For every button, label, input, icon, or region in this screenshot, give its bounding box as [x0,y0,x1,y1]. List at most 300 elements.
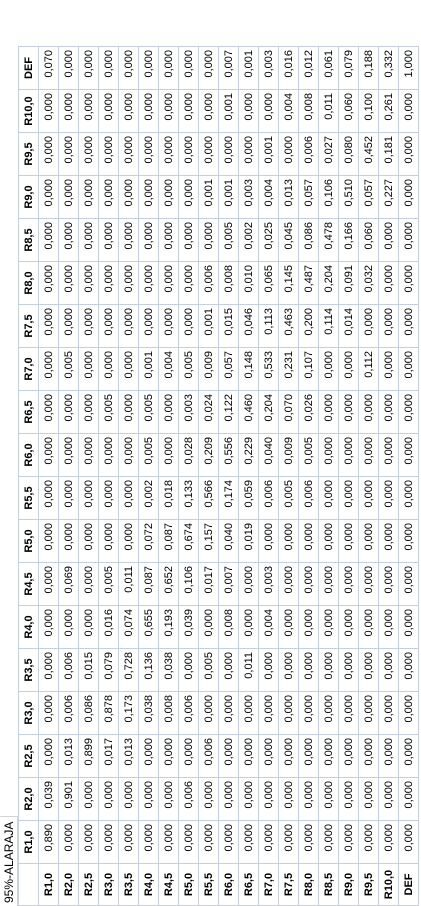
matrix-cell[interactable]: 0,000 [259,692,279,735]
matrix-cell[interactable]: 0,000 [299,692,319,735]
matrix-cell[interactable]: 0,003 [259,563,279,606]
matrix-cell[interactable]: 0,000 [359,305,379,348]
matrix-cell[interactable]: 0,013 [279,176,299,219]
row-header[interactable]: R3,0 [99,864,119,906]
matrix-cell[interactable]: 0,000 [399,348,419,391]
matrix-cell[interactable]: 0,000 [159,434,179,477]
matrix-cell[interactable]: 0,000 [39,391,59,434]
matrix-cell[interactable]: 0,000 [159,90,179,133]
matrix-cell[interactable]: 0,000 [339,520,359,563]
matrix-cell[interactable]: 0,000 [39,90,59,133]
matrix-cell[interactable]: 0,038 [139,692,159,735]
matrix-cell[interactable]: 0,112 [359,348,379,391]
column-header[interactable]: R1,0 [19,821,39,864]
matrix-cell[interactable]: 0,000 [219,735,239,778]
row-header[interactable]: R5,5 [199,864,219,906]
matrix-cell[interactable]: 0,000 [239,692,259,735]
matrix-cell[interactable]: 0,000 [79,821,99,864]
matrix-cell[interactable]: 0,000 [79,477,99,520]
matrix-cell[interactable]: 0,008 [219,606,239,649]
matrix-cell[interactable]: 0,000 [399,563,419,606]
matrix-cell[interactable]: 0,000 [59,305,79,348]
matrix-cell[interactable]: 0,000 [279,606,299,649]
matrix-cell[interactable]: 0,079 [339,47,359,90]
matrix-cell[interactable]: 0,000 [359,606,379,649]
matrix-cell[interactable]: 0,001 [139,348,159,391]
matrix-cell[interactable]: 0,046 [239,305,259,348]
matrix-cell[interactable]: 0,006 [199,735,219,778]
matrix-cell[interactable]: 0,000 [399,477,419,520]
matrix-cell[interactable]: 0,231 [279,348,299,391]
matrix-cell[interactable]: 0,045 [279,219,299,262]
row-header[interactable]: R2,0 [59,864,79,906]
matrix-cell[interactable]: 0,000 [259,649,279,692]
matrix-cell[interactable]: 0,000 [119,434,139,477]
matrix-cell[interactable]: 0,200 [299,305,319,348]
matrix-cell[interactable]: 0,566 [199,477,219,520]
matrix-cell[interactable]: 0,000 [379,477,399,520]
matrix-cell[interactable]: 0,014 [339,305,359,348]
matrix-cell[interactable]: 0,005 [59,348,79,391]
matrix-cell[interactable]: 0,080 [339,133,359,176]
matrix-cell[interactable]: 0,015 [79,649,99,692]
matrix-cell[interactable]: 0,005 [99,563,119,606]
matrix-cell[interactable]: 0,000 [359,520,379,563]
matrix-cell[interactable]: 0,000 [279,692,299,735]
matrix-cell[interactable]: 0,899 [79,735,99,778]
matrix-cell[interactable]: 0,000 [79,348,99,391]
column-header[interactable]: R10,0 [19,90,39,133]
matrix-cell[interactable]: 0,000 [159,821,179,864]
matrix-cell[interactable]: 0,145 [279,262,299,305]
column-header[interactable]: R5,0 [19,520,39,563]
matrix-cell[interactable]: 0,024 [199,391,219,434]
matrix-cell[interactable]: 0,000 [359,692,379,735]
matrix-cell[interactable]: 0,000 [279,133,299,176]
matrix-cell[interactable]: 0,209 [199,434,219,477]
matrix-cell[interactable]: 0,478 [319,219,339,262]
matrix-cell[interactable]: 0,000 [59,47,79,90]
matrix-cell[interactable]: 0,000 [39,348,59,391]
matrix-cell[interactable]: 0,227 [379,176,399,219]
matrix-cell[interactable]: 0,000 [299,520,319,563]
matrix-cell[interactable]: 0,000 [159,735,179,778]
matrix-cell[interactable]: 0,157 [199,520,219,563]
matrix-cell[interactable]: 0,074 [119,606,139,649]
column-header[interactable]: R6,5 [19,391,39,434]
matrix-cell[interactable]: 0,000 [39,434,59,477]
matrix-cell[interactable]: 0,005 [279,477,299,520]
matrix-cell[interactable]: 0,000 [379,262,399,305]
matrix-cell[interactable]: 0,005 [99,391,119,434]
matrix-cell[interactable]: 0,000 [379,778,399,821]
matrix-cell[interactable]: 0,000 [219,649,239,692]
column-header[interactable]: R2,0 [19,778,39,821]
matrix-cell[interactable]: 0,032 [359,262,379,305]
matrix-cell[interactable]: 0,000 [139,735,159,778]
matrix-cell[interactable]: 0,000 [319,477,339,520]
matrix-cell[interactable]: 0,107 [299,348,319,391]
matrix-cell[interactable]: 0,000 [359,563,379,606]
matrix-cell[interactable]: 0,000 [139,47,159,90]
matrix-cell[interactable]: 0,000 [279,778,299,821]
matrix-cell[interactable]: 0,133 [179,477,199,520]
matrix-cell[interactable]: 0,000 [399,735,419,778]
column-header[interactable]: R7,0 [19,348,39,391]
matrix-cell[interactable]: 0,000 [119,391,139,434]
matrix-cell[interactable]: 0,000 [279,649,299,692]
matrix-cell[interactable]: 0,000 [399,305,419,348]
matrix-cell[interactable]: 0,204 [319,262,339,305]
matrix-cell[interactable]: 0,006 [59,649,79,692]
matrix-cell[interactable]: 0,003 [179,391,199,434]
matrix-cell[interactable]: 0,000 [399,649,419,692]
matrix-cell[interactable]: 0,000 [359,391,379,434]
matrix-cell[interactable]: 0,000 [239,90,259,133]
matrix-cell[interactable]: 0,000 [179,47,199,90]
matrix-cell[interactable]: 0,057 [299,176,319,219]
matrix-cell[interactable]: 0,000 [119,821,139,864]
matrix-cell[interactable]: 0,452 [359,133,379,176]
matrix-cell[interactable]: 0,000 [159,176,179,219]
matrix-cell[interactable]: 0,000 [319,735,339,778]
matrix-cell[interactable]: 0,001 [219,176,239,219]
matrix-cell[interactable]: 0,000 [399,778,419,821]
column-header[interactable]: R3,5 [19,649,39,692]
matrix-cell[interactable]: 0,000 [279,821,299,864]
matrix-cell[interactable]: 0,000 [139,821,159,864]
matrix-cell[interactable]: 0,000 [199,606,219,649]
matrix-cell[interactable]: 0,000 [99,219,119,262]
matrix-cell[interactable]: 0,000 [399,391,419,434]
matrix-cell[interactable]: 0,000 [39,262,59,305]
matrix-cell[interactable]: 0,000 [379,692,399,735]
matrix-cell[interactable]: 0,000 [359,735,379,778]
matrix-cell[interactable]: 0,000 [79,391,99,434]
matrix-cell[interactable]: 0,000 [319,649,339,692]
matrix-cell[interactable]: 0,000 [319,778,339,821]
row-header[interactable]: R5,0 [179,864,199,906]
matrix-cell[interactable]: 0,070 [39,47,59,90]
matrix-cell[interactable]: 0,000 [239,735,259,778]
matrix-cell[interactable]: 0,000 [79,176,99,219]
matrix-cell[interactable]: 0,000 [219,821,239,864]
matrix-cell[interactable]: 0,001 [199,176,219,219]
matrix-cell[interactable]: 0,000 [59,391,79,434]
matrix-cell[interactable]: 0,674 [179,520,199,563]
matrix-cell[interactable]: 0,039 [179,606,199,649]
row-header[interactable]: R10,0 [379,864,399,906]
matrix-cell[interactable]: 0,061 [319,47,339,90]
matrix-cell[interactable]: 0,069 [59,563,79,606]
matrix-cell[interactable]: 0,000 [179,305,199,348]
matrix-cell[interactable]: 0,000 [259,778,279,821]
matrix-cell[interactable]: 0,000 [139,778,159,821]
matrix-cell[interactable]: 0,000 [59,262,79,305]
matrix-cell[interactable]: 0,000 [59,477,79,520]
matrix-cell[interactable]: 0,009 [199,348,219,391]
matrix-cell[interactable]: 0,000 [359,821,379,864]
row-header[interactable]: R7,0 [259,864,279,906]
matrix-cell[interactable]: 0,000 [339,606,359,649]
matrix-cell[interactable]: 0,000 [119,47,139,90]
matrix-cell[interactable]: 0,000 [139,219,159,262]
matrix-cell[interactable]: 0,000 [319,606,339,649]
matrix-cell[interactable]: 0,000 [59,821,79,864]
matrix-cell[interactable]: 0,087 [159,520,179,563]
column-header[interactable]: R8,5 [19,219,39,262]
matrix-cell[interactable]: 0,086 [79,692,99,735]
matrix-cell[interactable]: 0,000 [119,219,139,262]
matrix-cell[interactable]: 0,000 [179,90,199,133]
matrix-cell[interactable]: 0,008 [159,692,179,735]
matrix-cell[interactable]: 0,000 [159,219,179,262]
column-header[interactable]: R9,0 [19,176,39,219]
matrix-cell[interactable]: 0,000 [59,520,79,563]
matrix-cell[interactable]: 0,000 [339,434,359,477]
matrix-cell[interactable]: 0,039 [39,778,59,821]
matrix-cell[interactable]: 0,106 [319,176,339,219]
row-header[interactable]: R8,0 [299,864,319,906]
matrix-cell[interactable]: 0,878 [99,692,119,735]
matrix-cell[interactable]: 0,533 [259,348,279,391]
matrix-cell[interactable]: 0,000 [399,692,419,735]
matrix-cell[interactable]: 0,114 [319,305,339,348]
matrix-cell[interactable]: 0,000 [339,735,359,778]
matrix-cell[interactable]: 0,000 [79,133,99,176]
matrix-cell[interactable]: 0,000 [219,778,239,821]
matrix-cell[interactable]: 1,000 [399,47,419,90]
matrix-cell[interactable]: 0,086 [299,219,319,262]
matrix-cell[interactable]: 0,460 [239,391,259,434]
matrix-cell[interactable]: 0,173 [119,692,139,735]
matrix-cell[interactable]: 0,000 [139,305,159,348]
matrix-cell[interactable]: 0,000 [39,563,59,606]
matrix-cell[interactable]: 0,017 [99,735,119,778]
matrix-cell[interactable]: 0,556 [219,434,239,477]
row-header[interactable]: R6,0 [219,864,239,906]
matrix-cell[interactable]: 0,004 [159,348,179,391]
matrix-cell[interactable]: 0,000 [99,133,119,176]
matrix-cell[interactable]: 0,000 [319,348,339,391]
matrix-cell[interactable]: 0,000 [119,305,139,348]
matrix-cell[interactable]: 0,510 [339,176,359,219]
matrix-cell[interactable]: 0,000 [359,434,379,477]
matrix-cell[interactable]: 0,000 [299,563,319,606]
matrix-cell[interactable]: 0,000 [339,391,359,434]
matrix-cell[interactable]: 0,001 [219,90,239,133]
matrix-cell[interactable]: 0,000 [219,133,239,176]
matrix-cell[interactable]: 0,001 [199,305,219,348]
matrix-cell[interactable]: 0,011 [319,90,339,133]
matrix-cell[interactable]: 0,013 [119,735,139,778]
matrix-cell[interactable]: 0,000 [59,90,79,133]
matrix-cell[interactable]: 0,000 [99,520,119,563]
matrix-cell[interactable]: 0,000 [239,563,259,606]
matrix-cell[interactable]: 0,000 [319,563,339,606]
matrix-cell[interactable]: 0,008 [299,90,319,133]
matrix-cell[interactable]: 0,000 [179,262,199,305]
matrix-cell[interactable]: 0,065 [259,262,279,305]
row-header[interactable]: R3,5 [119,864,139,906]
row-header[interactable]: DEF [399,864,419,906]
matrix-cell[interactable]: 0,013 [59,735,79,778]
matrix-cell[interactable]: 0,901 [59,778,79,821]
matrix-cell[interactable]: 0,000 [79,778,99,821]
matrix-cell[interactable]: 0,000 [379,434,399,477]
matrix-cell[interactable]: 0,027 [319,133,339,176]
matrix-cell[interactable]: 0,006 [199,262,219,305]
matrix-cell[interactable]: 0,025 [259,219,279,262]
matrix-cell[interactable]: 0,001 [239,47,259,90]
matrix-cell[interactable]: 0,000 [379,219,399,262]
matrix-cell[interactable]: 0,000 [399,90,419,133]
matrix-cell[interactable]: 0,012 [299,47,319,90]
matrix-cell[interactable]: 0,000 [119,176,139,219]
matrix-cell[interactable]: 0,000 [139,262,159,305]
matrix-cell[interactable]: 0,136 [139,649,159,692]
matrix-cell[interactable]: 0,000 [159,262,179,305]
matrix-cell[interactable]: 0,000 [99,348,119,391]
matrix-cell[interactable]: 0,001 [259,133,279,176]
matrix-cell[interactable]: 0,000 [379,649,399,692]
matrix-cell[interactable]: 0,006 [299,133,319,176]
matrix-cell[interactable]: 0,000 [399,606,419,649]
matrix-cell[interactable]: 0,000 [119,778,139,821]
matrix-cell[interactable]: 0,011 [119,563,139,606]
matrix-cell[interactable]: 0,000 [299,778,319,821]
matrix-cell[interactable]: 0,007 [219,47,239,90]
matrix-cell[interactable]: 0,000 [99,90,119,133]
matrix-cell[interactable]: 0,006 [179,778,199,821]
matrix-cell[interactable]: 0,000 [359,477,379,520]
matrix-cell[interactable]: 0,890 [39,821,59,864]
matrix-cell[interactable]: 0,019 [239,520,259,563]
row-header[interactable]: R4,5 [159,864,179,906]
matrix-cell[interactable]: 0,000 [299,735,319,778]
matrix-cell[interactable]: 0,000 [199,778,219,821]
matrix-cell[interactable]: 0,000 [99,305,119,348]
matrix-cell[interactable]: 0,000 [259,735,279,778]
matrix-cell[interactable]: 0,148 [239,348,259,391]
matrix-cell[interactable]: 0,000 [199,219,219,262]
matrix-cell[interactable]: 0,000 [79,90,99,133]
matrix-cell[interactable]: 0,000 [39,692,59,735]
matrix-cell[interactable]: 0,000 [239,606,259,649]
matrix-cell[interactable]: 0,000 [339,692,359,735]
matrix-cell[interactable]: 0,000 [59,219,79,262]
matrix-cell[interactable]: 0,002 [239,219,259,262]
matrix-cell[interactable]: 0,000 [79,563,99,606]
matrix-cell[interactable]: 0,000 [239,133,259,176]
matrix-cell[interactable]: 0,166 [339,219,359,262]
matrix-cell[interactable]: 0,016 [279,47,299,90]
matrix-cell[interactable]: 0,000 [279,735,299,778]
matrix-cell[interactable]: 0,007 [219,563,239,606]
matrix-cell[interactable]: 0,181 [379,133,399,176]
column-header[interactable]: R4,5 [19,563,39,606]
matrix-cell[interactable]: 0,015 [219,305,239,348]
matrix-cell[interactable]: 0,000 [399,434,419,477]
row-header[interactable]: R1,0 [39,864,59,906]
matrix-cell[interactable]: 0,070 [279,391,299,434]
matrix-cell[interactable]: 0,000 [379,305,399,348]
matrix-cell[interactable]: 0,000 [339,477,359,520]
matrix-cell[interactable]: 0,000 [39,477,59,520]
matrix-cell[interactable]: 0,000 [299,649,319,692]
matrix-cell[interactable]: 0,000 [159,391,179,434]
matrix-cell[interactable]: 0,000 [339,821,359,864]
matrix-cell[interactable]: 0,463 [279,305,299,348]
matrix-cell[interactable]: 0,000 [339,348,359,391]
matrix-cell[interactable]: 0,000 [99,778,119,821]
column-header[interactable]: R6,0 [19,434,39,477]
row-header[interactable]: R9,0 [339,864,359,906]
matrix-cell[interactable]: 0,728 [119,649,139,692]
matrix-cell[interactable]: 0,106 [179,563,199,606]
matrix-cell[interactable]: 0,057 [219,348,239,391]
matrix-cell[interactable]: 0,000 [179,735,199,778]
matrix-cell[interactable]: 0,000 [119,133,139,176]
matrix-cell[interactable]: 0,000 [319,821,339,864]
matrix-cell[interactable]: 0,000 [319,520,339,563]
matrix-cell[interactable]: 0,000 [339,778,359,821]
row-header[interactable]: R9,5 [359,864,379,906]
matrix-cell[interactable]: 0,000 [179,133,199,176]
matrix-cell[interactable]: 0,004 [279,90,299,133]
matrix-cell[interactable]: 0,017 [199,563,219,606]
matrix-cell[interactable]: 0,000 [239,778,259,821]
matrix-cell[interactable]: 0,000 [159,305,179,348]
matrix-cell[interactable]: 0,000 [139,133,159,176]
matrix-cell[interactable]: 0,000 [59,606,79,649]
matrix-cell[interactable]: 0,009 [279,434,299,477]
matrix-cell[interactable]: 0,193 [159,606,179,649]
matrix-cell[interactable]: 0,000 [399,262,419,305]
column-header[interactable]: R8,0 [19,262,39,305]
matrix-cell[interactable]: 0,005 [219,219,239,262]
matrix-cell[interactable]: 0,000 [99,176,119,219]
matrix-cell[interactable]: 0,655 [139,606,159,649]
matrix-cell[interactable]: 0,000 [379,391,399,434]
matrix-cell[interactable]: 0,000 [299,821,319,864]
matrix-cell[interactable]: 0,000 [399,520,419,563]
column-header[interactable]: R2,5 [19,735,39,778]
matrix-cell[interactable]: 0,000 [79,47,99,90]
matrix-cell[interactable]: 0,006 [179,692,199,735]
matrix-cell[interactable]: 0,000 [319,434,339,477]
matrix-cell[interactable]: 0,000 [39,606,59,649]
matrix-cell[interactable]: 0,010 [239,262,259,305]
column-header[interactable]: R9,5 [19,133,39,176]
matrix-cell[interactable]: 0,000 [259,821,279,864]
matrix-cell[interactable]: 0,487 [299,262,319,305]
matrix-cell[interactable]: 0,000 [279,563,299,606]
matrix-cell[interactable]: 0,079 [99,649,119,692]
matrix-cell[interactable]: 0,060 [339,90,359,133]
matrix-cell[interactable]: 0,000 [199,692,219,735]
matrix-cell[interactable]: 0,000 [79,305,99,348]
matrix-cell[interactable]: 0,006 [259,477,279,520]
row-header[interactable]: R2,5 [79,864,99,906]
matrix-cell[interactable]: 0,011 [239,649,259,692]
matrix-cell[interactable]: 0,004 [259,176,279,219]
matrix-cell[interactable]: 0,000 [139,176,159,219]
matrix-cell[interactable]: 0,000 [259,90,279,133]
matrix-cell[interactable]: 0,000 [179,649,199,692]
matrix-cell[interactable]: 0,000 [39,176,59,219]
column-header[interactable]: R3,0 [19,692,39,735]
